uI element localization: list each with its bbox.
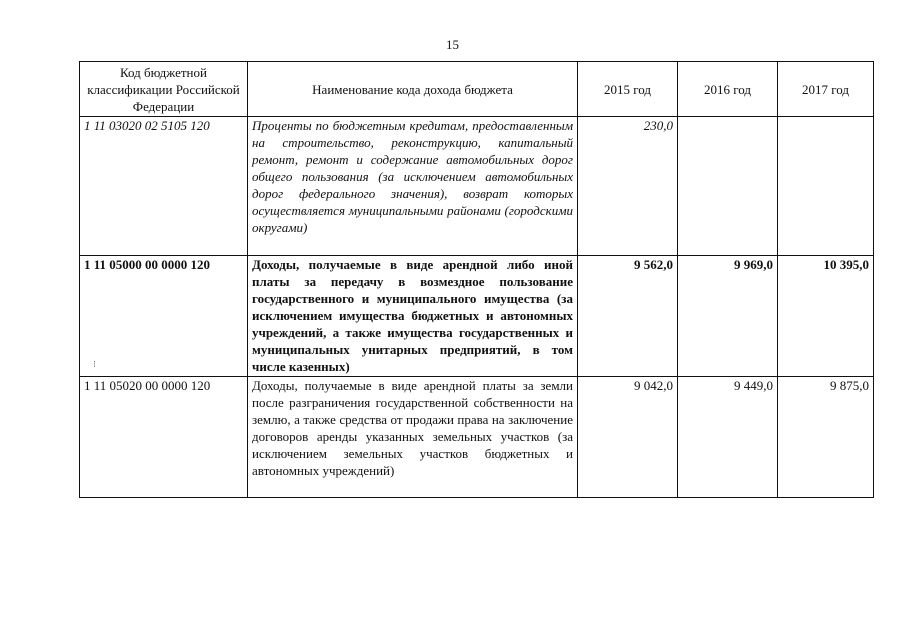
table-row	[80, 256, 874, 377]
page-number: 15	[446, 37, 459, 52]
row-code: 1 11 05000 00 0000 120	[80, 256, 248, 377]
row-code: 1 11 03020 02 5105 120	[80, 117, 248, 256]
row-value-2017: 10 395,0	[778, 256, 874, 377]
row-value-2017: 9 875,0	[778, 377, 874, 498]
row-name: Проценты по бюджетным кредитам, предоставленным на строительство, реконструкцию, капитальный ремонт, ремонт и содержание автомобильных дорог общего пользования (за исключением автомобильных дорог федерального значения), возврат которых осуществляется муниципальными районами (городскими округами)	[248, 117, 578, 256]
row-name: Доходы, получаемые в виде арендной либо иной платы за передачу в возмездное пользование государственного и муниципального имущества (за исключением имущества бюджетных и автономных учреждений, а также имущества государственных и муниципальных унитарных предприятий, в том числе казенных)	[248, 256, 578, 377]
row-value-2015: 9 042,0	[578, 377, 678, 498]
header-code: Код бюджетной классификации Российской Федерации	[80, 62, 248, 117]
row-value-2015: 230,0	[578, 117, 678, 256]
row-value-2017	[778, 117, 874, 256]
budget-revenue-table	[79, 61, 874, 498]
row-name: Доходы, получаемые в виде арендной платы за земли после разграничения государственной собственности на землю, а также средства от продажи права на заключение договоров аренды указанных земельных участков (за исключением земельных участков бюджетных и автономных учреждений)	[248, 377, 578, 498]
row-code: 1 11 05020 00 0000 120	[80, 377, 248, 498]
row-value-2016	[678, 117, 778, 256]
table-row	[80, 117, 874, 256]
row-value-2015: 9 562,0	[578, 256, 678, 377]
header-name: Наименование кода дохода бюджета	[248, 62, 578, 117]
header-year-2017: 2017 год	[778, 62, 874, 117]
header-year-2016: 2016 год	[678, 62, 778, 117]
table-row	[80, 377, 874, 498]
scan-speck: ⁝	[93, 359, 96, 369]
table-header-row	[80, 62, 874, 117]
row-value-2016: 9 449,0	[678, 377, 778, 498]
header-year-2015: 2015 год	[578, 62, 678, 117]
row-value-2016: 9 969,0	[678, 256, 778, 377]
